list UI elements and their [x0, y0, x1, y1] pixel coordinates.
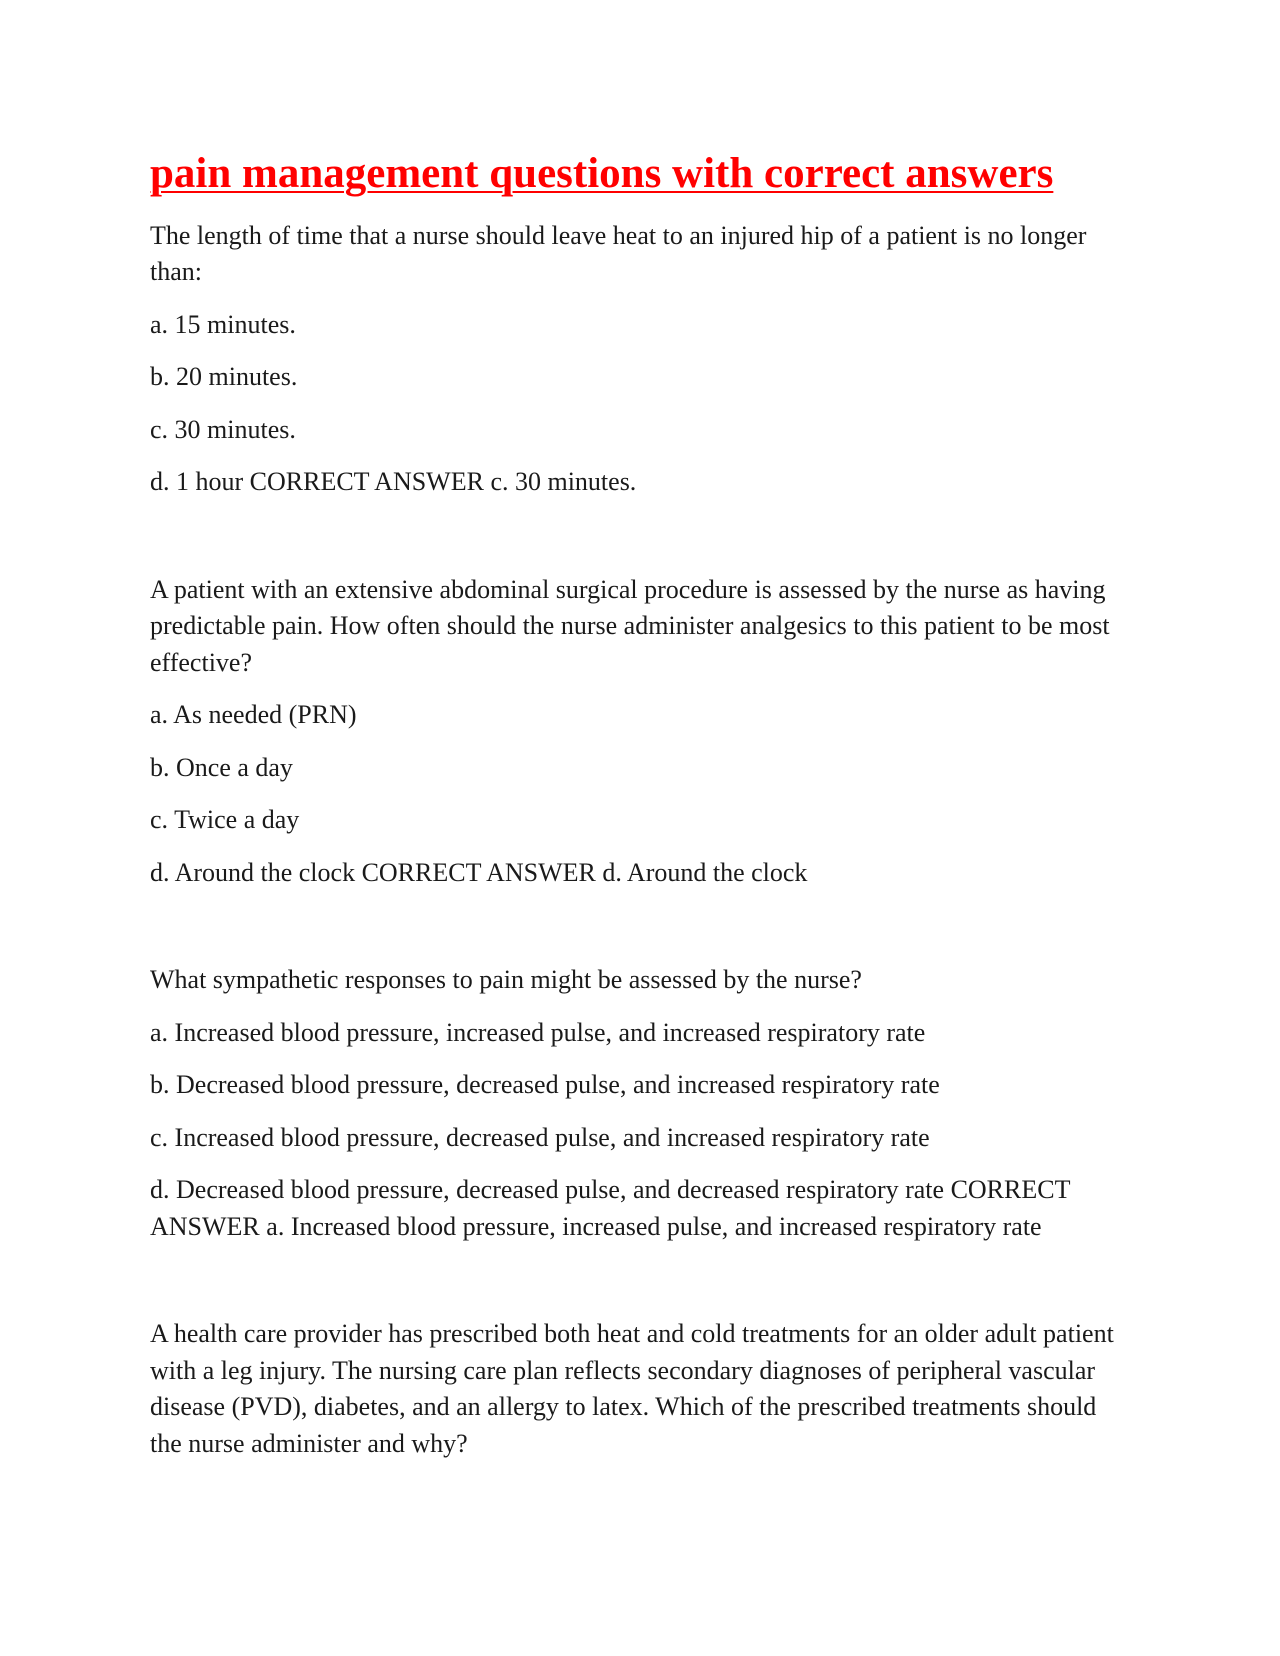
answer-option: c. Twice a day: [150, 805, 300, 835]
answer-option: a. 15 minutes.: [150, 309, 296, 339]
answer-option-with-correct-answer: d. 1 hour CORRECT ANSWER c. 30 minutes.: [150, 467, 637, 497]
answer-option-with-correct-answer: d. Decreased blood pressure, decreased pulse, and decreased respiratory rate CORRECT ANSWER a. Increased blood pressure, increased pulse, and increased respiratory rate: [150, 1175, 1071, 1241]
document-page: [150, 148, 1130, 1533]
answer-option: a. As needed (PRN): [150, 700, 357, 730]
answer-option: b. 20 minutes.: [150, 362, 298, 392]
question-stem: A patient with an extensive abdominal surgical procedure is assessed by the nurse as having predictable pain. How often should the nurse administer analgesics to this patient to be most effective?: [150, 574, 1110, 677]
answer-option: c. 30 minutes.: [150, 414, 296, 444]
question-stem: What sympathetic responses to pain might be assessed by the nurse?: [150, 965, 862, 995]
answer-option: b. Decreased blood pressure, decreased pulse, and increased respiratory rate: [150, 1070, 940, 1100]
question-block: [150, 572, 1130, 892]
answer-option: c. Increased blood pressure, decreased pulse, and increased respiratory rate: [150, 1122, 930, 1152]
question-block: [150, 962, 1130, 1245]
question-block: [150, 218, 1130, 501]
question-block: [150, 1316, 1130, 1462]
question-stem: The length of time that a nurse should leave heat to an injured hip of a patient is no longer than:: [150, 220, 1087, 287]
answer-option: a. Increased blood pressure, increased pulse, and increased respiratory rate: [150, 1017, 926, 1047]
document-title: pain management questions with correct answers: [150, 150, 1054, 197]
answer-option: b. Once a day: [150, 752, 293, 782]
answer-option-with-correct-answer: d. Around the clock CORRECT ANSWER d. Around the clock: [150, 857, 808, 887]
question-stem: A health care provider has prescribed both heat and cold treatments for an older adult patient with a leg injury. The nursing care plan reflects secondary diagnoses of peripheral vascular disease (PVD), diabetes, and an allergy to latex. Which of the prescribed treatments should the nurse administer and why?: [150, 1319, 1114, 1458]
